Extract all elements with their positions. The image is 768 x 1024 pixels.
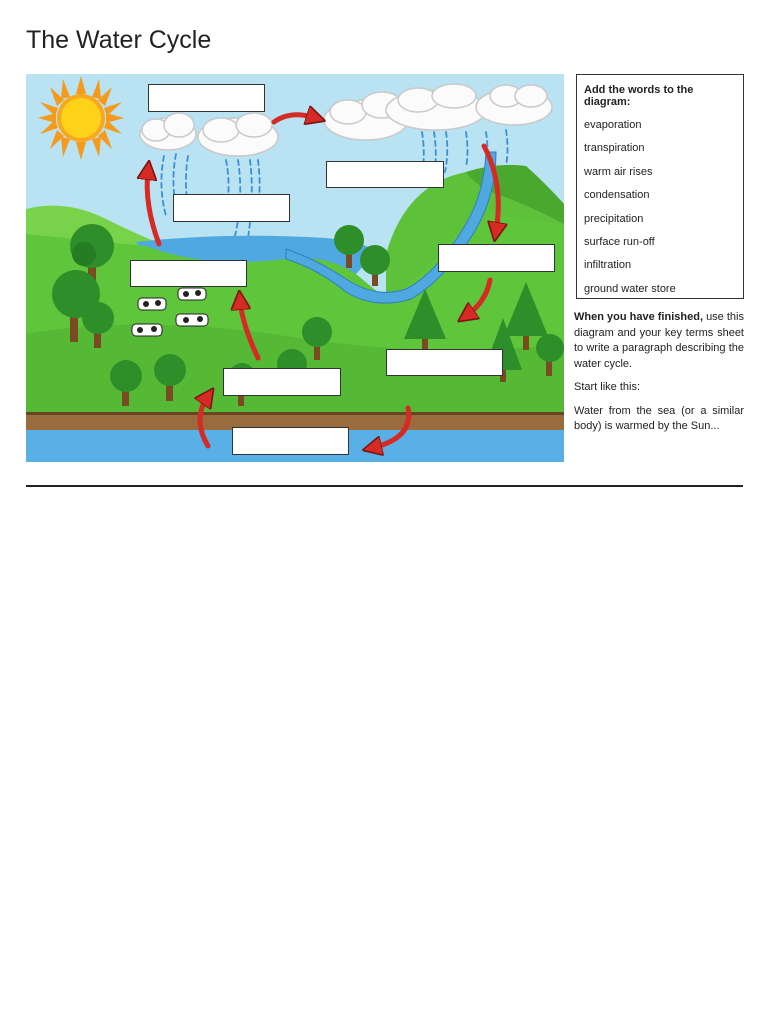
- blank-label-box[interactable]: [232, 427, 349, 455]
- start-label: Start like this:: [574, 381, 641, 393]
- blank-label-box[interactable]: [148, 84, 265, 112]
- instructions: [574, 310, 744, 443]
- word-item: infiltration: [584, 259, 632, 272]
- word-item: evaporation: [584, 119, 642, 131]
- starter-text: Water from the sea (or a similar body) is warmed by the Sun...: [574, 404, 744, 432]
- word-item: condensation: [584, 189, 650, 202]
- blank-label-box[interactable]: [386, 349, 503, 376]
- sun-icon: [38, 76, 124, 160]
- blank-label-box[interactable]: [438, 244, 555, 272]
- instruction-text: use this diagram and your key terms sheet to write a paragraph describing the water cycle.: [574, 311, 744, 370]
- instruction-paragraph: [574, 310, 744, 372]
- instruction-lead: When you have finished,: [574, 311, 703, 323]
- blank-label-box[interactable]: [173, 194, 290, 222]
- blank-label-box[interactable]: [130, 260, 247, 287]
- water-cycle-diagram: [26, 74, 564, 462]
- blank-label-box[interactable]: [223, 368, 341, 396]
- page-title: The Water Cycle: [26, 26, 212, 54]
- word-item: ground water store: [584, 282, 676, 295]
- word-list: [584, 118, 735, 305]
- word-bank-heading: Add the words to the diagram:: [584, 84, 694, 108]
- word-bank: [576, 74, 744, 299]
- divider-line: [26, 485, 743, 487]
- word-item: transpiration: [584, 142, 645, 155]
- word-item: warm air rises: [584, 165, 653, 178]
- word-item: precipitation: [584, 212, 644, 225]
- blank-label-box[interactable]: [326, 161, 444, 188]
- word-item: surface run-off: [584, 235, 655, 248]
